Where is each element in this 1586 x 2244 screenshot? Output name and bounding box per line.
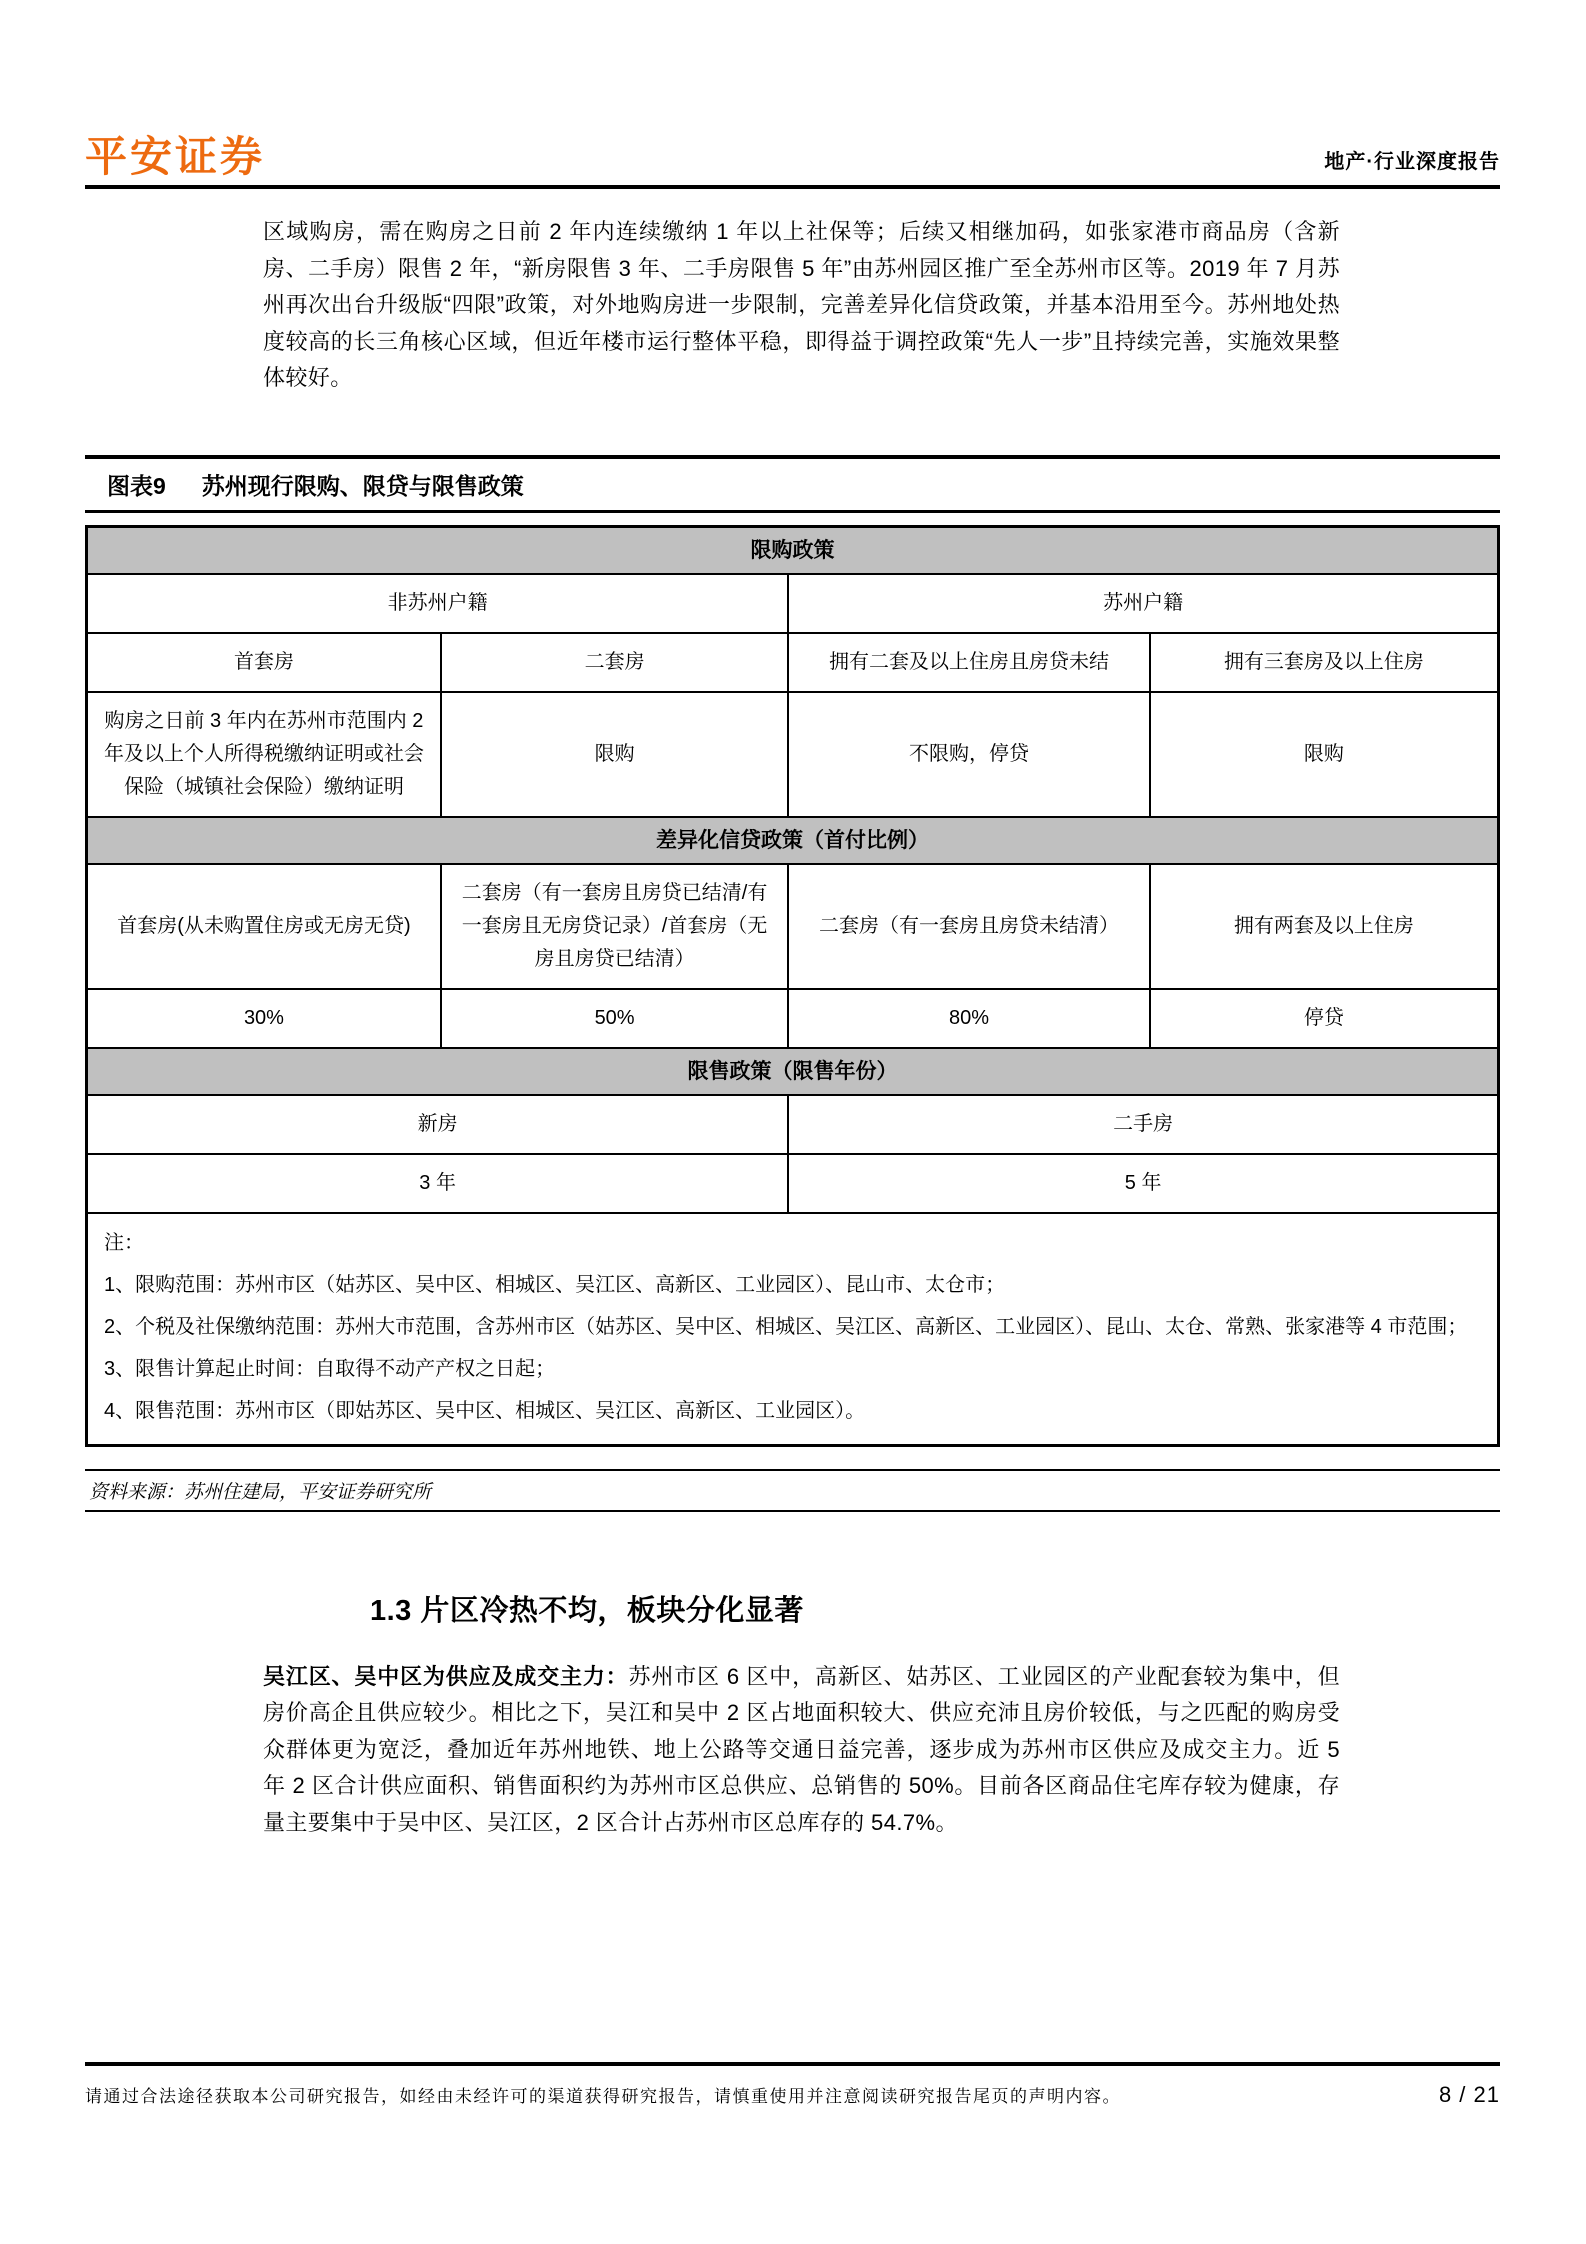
policy-table <box>85 525 1500 1447</box>
table-cell: 非苏州户籍 <box>87 574 789 633</box>
table-row <box>87 1213 1499 1446</box>
table-note-line: 2、个税及社保缴纳范围：苏州大市范围，含苏州市区（姑苏区、吴中区、相城区、吴江区、高新区、工业园区）、昆山、太仓、常熟、张家港等 4 市范围； <box>104 1315 1468 1338</box>
table-section-header-cell: 限售政策（限售年份） <box>87 1048 1499 1095</box>
intro-paragraph: 区域购房，需在购房之日前 2 年内连续缴纳 1 年以上社保等；后续又相继加码，如张家港市商品房（含新房、二手房）限售 2 年，“新房限售 3 年、二手房限售 5 年”由苏州园区推广至全苏州市区等。2019 年 7 月苏州再次出台升级版“四限”政策，对外地购房进一步限制，完善差异化信贷政策，并基本沿用至今。苏州地处热度较高的长三角核心区域，但近年楼市运行整体平稳，即得益于调控政策“先人一步”且持续完善，实施效果整体较好。 <box>263 219 1340 390</box>
table-cell: 停贷 <box>1150 989 1499 1048</box>
table-cell: 30% <box>87 989 441 1048</box>
paragraph-body: 苏州市区 6 区中，高新区、姑苏区、工业园区的产业配套较为集中，但房价高企且供应较少。相比之下，吴江和吴中 2 区占地面积较大、供应充沛且房价较低，与之匹配的购房受众群体更为宽泛，叠加近年苏州地铁、地上公路等交通日益完善，逐步成为苏州市区供应及成交主力。近 5 年 2 区合计供应面积、销售面积约为苏州市区总供应、总销售的 50%。目前各区商品住宅库存较为健康，存量主要集中于吴中区、吴江区，2 区合计占苏州市区总库存的 54.7%。 <box>263 1663 1340 1835</box>
figure-label: 图表9 <box>107 472 166 499</box>
page-footer <box>85 2062 1500 2108</box>
table-cell: 3 年 <box>87 1154 789 1213</box>
table-cell: 限购 <box>1150 692 1499 817</box>
table-section-row <box>87 526 1499 574</box>
table-section-header-cell: 差异化信贷政策（首付比例） <box>87 817 1499 864</box>
table-cell: 新房 <box>87 1095 789 1154</box>
pingan-securities-logo: 平安证券 <box>85 133 266 180</box>
section-1-3-paragraph <box>263 1659 1340 1842</box>
section-heading-1-3: 1.3 片区冷热不均，板块分化显著 <box>370 1594 804 1627</box>
table-cell: 二手房 <box>788 1095 1498 1154</box>
table-cell: 50% <box>441 989 788 1048</box>
table-row <box>87 1154 1499 1213</box>
table-note-line: 注： <box>104 1231 144 1254</box>
table-cell: 拥有二套及以上住房且房贷未结 <box>788 633 1149 692</box>
table-row <box>87 574 1499 633</box>
table-cell: 二套房 <box>441 633 788 692</box>
table-row <box>87 1095 1499 1154</box>
table-cell: 拥有两套及以上住房 <box>1150 864 1499 989</box>
table-note-line: 1、限购范围：苏州市区（姑苏区、吴中区、相城区、吴江区、高新区、工业园区）、昆山市、太仓市； <box>104 1273 1006 1296</box>
page-header <box>85 0 1500 189</box>
table-note-line: 4、限售范围：苏州市区（即姑苏区、吴中区、相城区、吴江区、高新区、工业园区）。 <box>104 1399 866 1422</box>
table-cell: 首套房 <box>87 633 441 692</box>
table-cell: 苏州户籍 <box>788 574 1498 633</box>
table-cell: 二套房（有一套房且房贷已结清/有一套房且无房贷记录）/首套房（无房且房贷已结清） <box>441 864 788 989</box>
table-row <box>87 864 1499 989</box>
figure-title: 苏州现行限购、限贷与限售政策 <box>201 472 524 499</box>
table-cell <box>87 1213 1499 1446</box>
table-cell: 限购 <box>441 692 788 817</box>
report-category-label: 地产·行业深度报告 <box>1324 151 1500 173</box>
table-cell: 购房之日前 3 年内在苏州市范围内 2 年及以上个人所得税缴纳证明或社会保险（城镇社会保险）缴纳证明 <box>87 692 441 817</box>
table-section-header-cell: 限购政策 <box>87 526 1499 574</box>
table-cell: 不限购，停贷 <box>788 692 1149 817</box>
table-note-line: 3、限售计算起止时间：自取得不动产产权之日起； <box>104 1357 556 1380</box>
figure-title-bar <box>85 455 1500 513</box>
policy-table-body <box>87 526 1499 1445</box>
table-row <box>87 989 1499 1048</box>
table-cell: 二套房（有一套房且房贷未结清） <box>788 864 1149 989</box>
footer-disclaimer: 请通过合法途径获取本公司研究报告，如经由未经许可的渠道获得研究报告，请慎重使用并注意阅读研究报告尾页的声明内容。 <box>85 2087 1121 2106</box>
table-section-row <box>87 1048 1499 1095</box>
table-row <box>87 633 1499 692</box>
table-cell: 80% <box>788 989 1149 1048</box>
table-cell: 首套房(从未购置住房或无房无贷) <box>87 864 441 989</box>
table-row <box>87 692 1499 817</box>
page-number: 8 / 21 <box>1438 2082 1500 2107</box>
table-section-row <box>87 817 1499 864</box>
figure-source: 资料来源：苏州住建局，平安证券研究所 <box>85 1469 1500 1512</box>
table-cell: 5 年 <box>788 1154 1498 1213</box>
table-cell: 拥有三套房及以上住房 <box>1150 633 1499 692</box>
paragraph-lead-bold: 吴江区、吴中区为供应及成交主力： <box>263 1663 629 1689</box>
